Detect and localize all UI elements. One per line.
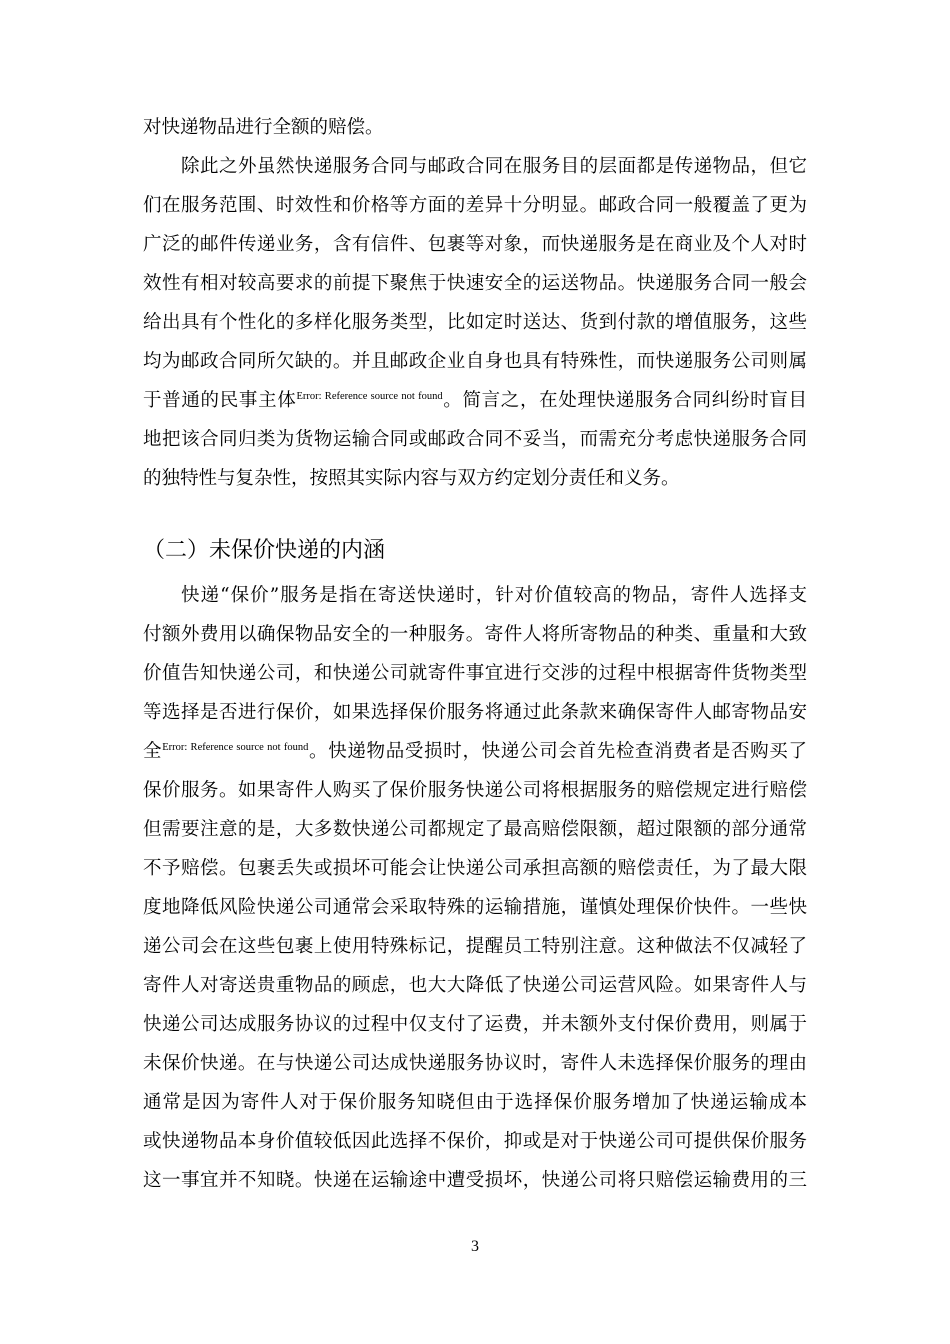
paragraph-line: 广泛的邮件传递业务，含有信件、包裹等对象，而快递服务是在商业及个人对时	[143, 234, 807, 255]
paragraph-line: 们在服务范围、时效性和价格等方面的差异十分明显。邮政合同一般覆盖了更为	[143, 195, 807, 216]
paragraph-line: 给出具有个性化的多样化服务类型，比如定时送达、货到付款的增值服务，这些	[143, 312, 807, 333]
paragraph-line: 价值告知快递公司，和快递公司就寄件事宜进行交涉的过程中根据寄件货物类型	[143, 663, 807, 684]
paragraph-line: 付额外费用以确保物品安全的一种服务。寄件人将所寄物品的种类、重量和大致	[143, 624, 807, 645]
paragraph-line: 效性有相对较高要求的前提下聚焦于快速安全的运送物品。快递服务合同一般会	[143, 273, 807, 294]
paragraph-line: 这一事宜并不知晓。快递在运输途中遭受损坏，快递公司将只赔偿运输费用的三	[143, 1170, 807, 1191]
page-number: 3	[471, 1238, 479, 1255]
paragraph-line: 快递“保价”服务是指在寄送快递时，针对价值较高的物品，寄件人选择支	[181, 585, 807, 606]
paragraph-line: 未保价快递。在与快递公司达成快递服务协议时，寄件人未选择保价服务的理由	[143, 1053, 807, 1074]
paragraph-line: 或快递物品本身价值较低因此选择不保价，抑或是对于快递公司可提供保价服务	[143, 1131, 807, 1152]
line-text: 。简言之，在处理快递服务合同纠纷时盲目	[442, 390, 807, 411]
paragraph-line: 均为邮政合同所欠缺的。并且邮政企业自身也具有特殊性，而快递服务公司则属	[143, 351, 807, 372]
paragraph-line-with-citation	[143, 389, 807, 415]
paragraph-line: 寄件人对寄送贵重物品的顾虑，也大大降低了快递公司运营风险。如果寄件人与	[143, 975, 807, 996]
paragraph-line-with-citation	[143, 740, 807, 766]
line-text: 。快递物品受损时，快递公司会首先检查消费者是否购买了	[308, 741, 807, 762]
line-text: 于普通的民事主体	[143, 390, 297, 411]
paragraph-line: 对快递物品进行全额的赔偿。	[143, 117, 384, 138]
paragraph-line: 的独特性与复杂性，按照其实际内容与双方约定划分责任和义务。	[143, 468, 680, 489]
paragraph-line: 除此之外虽然快递服务合同与邮政合同在服务目的层面都是传递物品，但它	[181, 156, 807, 177]
paragraph-line: 等选择是否进行保价，如果选择保价服务将通过此条款来确保寄件人邮寄物品安	[143, 702, 807, 723]
paragraph-line: 地把该合同归类为货物运输合同或邮政合同不妥当，而需充分考虑快递服务合同	[143, 429, 807, 450]
paragraph-line: 通常是因为寄件人对于保价服务知晓但由于选择保价服务增加了快递运输成本	[143, 1092, 807, 1113]
line-text: 全	[143, 741, 163, 762]
section-heading: （二）未保价快递的内涵	[143, 538, 386, 563]
paragraph-line: 度地降低风险快递公司通常会采取特殊的运输措施，谨慎处理保价快件。一些快	[143, 897, 807, 918]
paragraph-line: 不予赔偿。包裹丢失或损坏可能会让快递公司承担高额的赔偿责任，为了最大限	[143, 858, 807, 879]
paragraph-line: 但需要注意的是，大多数快递公司都规定了最高赔偿限额，超过限额的部分通常	[143, 819, 807, 840]
paragraph-line: 保价服务。如果寄件人购买了保价服务快递公司将根据服务的赔偿规定进行赔偿	[143, 780, 807, 801]
citation-error-ref: Error: Reference source not found	[296, 391, 443, 402]
paragraph-line: 递公司会在这些包裹上使用特殊标记，提醒员工特别注意。这种做法不仅减轻了	[143, 936, 807, 957]
paragraph-line: 快递公司达成服务协议的过程中仅支付了运费，并未额外支付保价费用，则属于	[143, 1014, 807, 1035]
citation-error-ref: Error: Reference source not found	[162, 742, 309, 753]
